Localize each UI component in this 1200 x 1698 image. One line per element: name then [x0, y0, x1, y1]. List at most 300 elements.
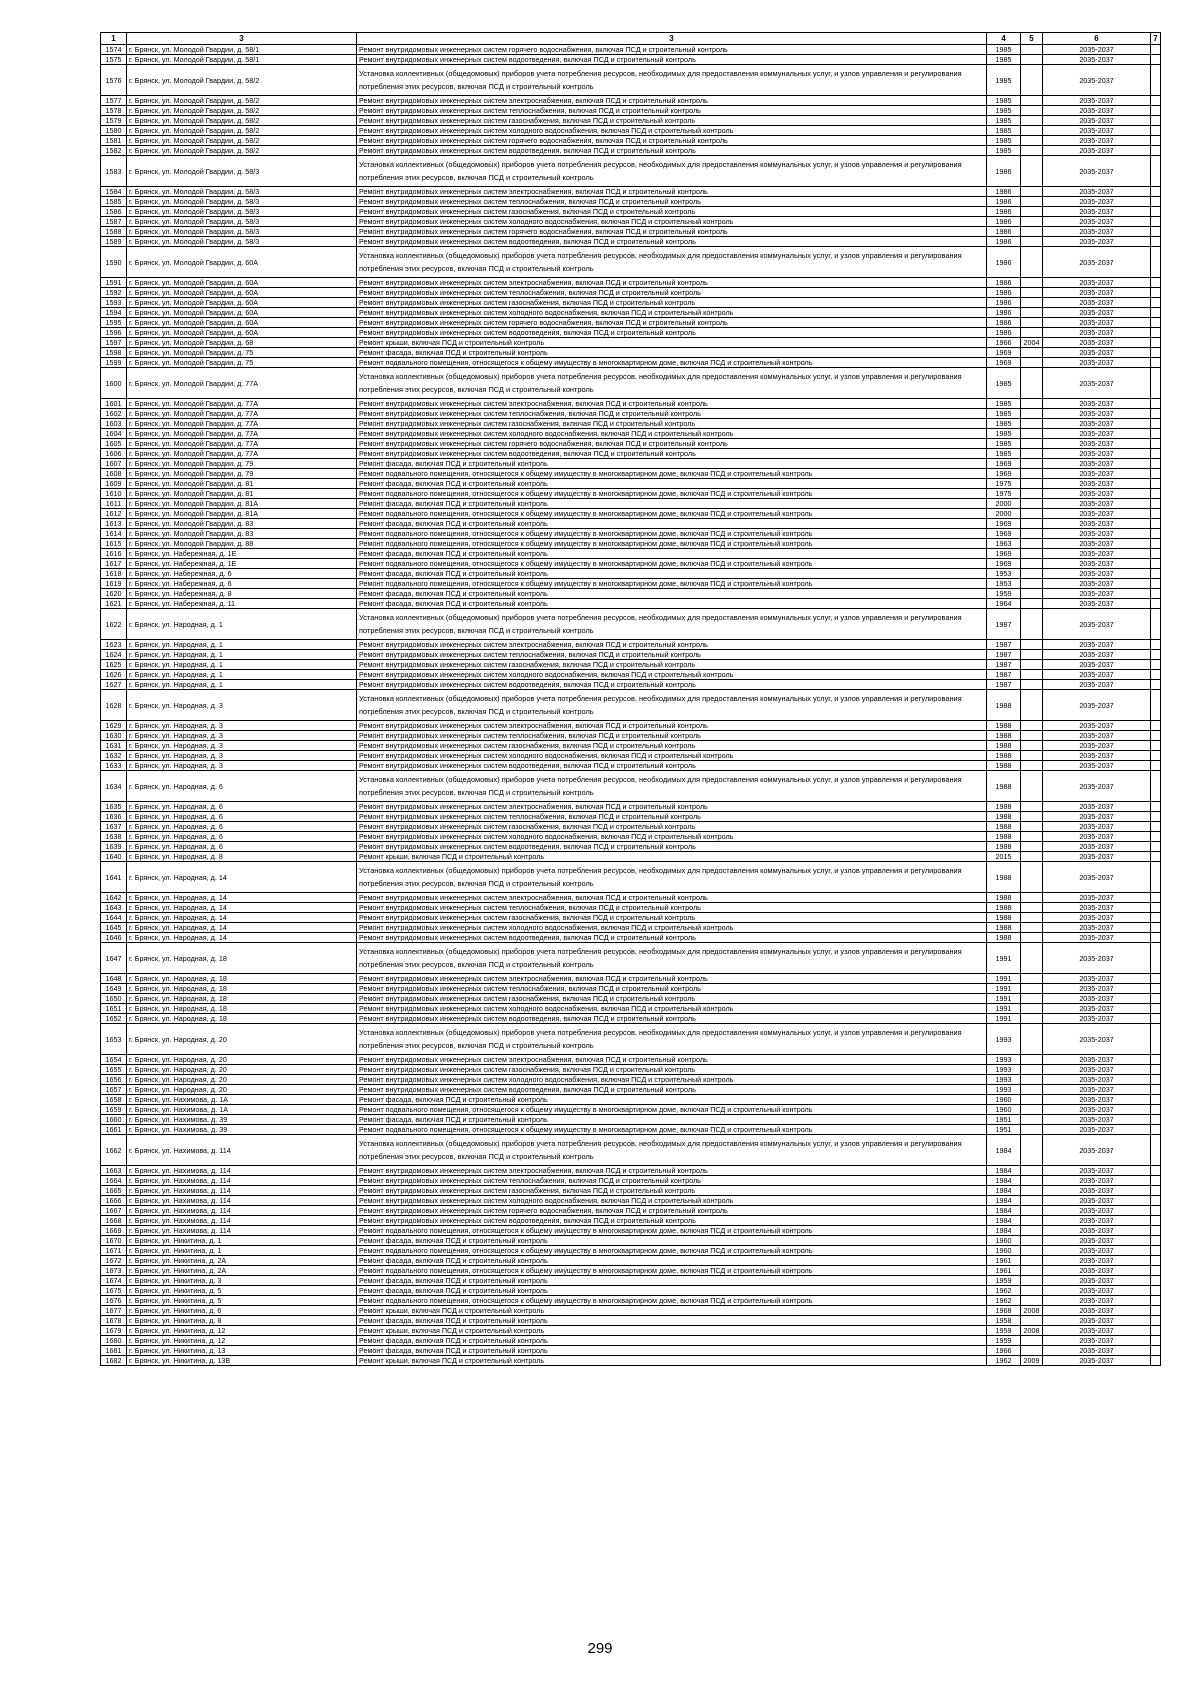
planned-period-cell: 2035-2037 [1043, 943, 1151, 974]
extra-cell [1151, 136, 1161, 146]
address-cell: г. Брянск, ул. Никитина, д. 6 [127, 1306, 357, 1316]
row-number-cell: 1576 [101, 65, 127, 96]
extra-cell [1151, 308, 1161, 318]
table-row [101, 1346, 1161, 1356]
address-cell: г. Брянск, ул. Молодой Гвардии, д. 77А [127, 419, 357, 429]
build-year-cell: 1953 [987, 579, 1021, 589]
work-type-cell: Ремонт фасада, включая ПСД и строительный контроль [357, 1336, 987, 1346]
last-repair-year-cell [1021, 509, 1043, 519]
address-cell: г. Брянск, ул. Молодой Гвардии, д. 58/1 [127, 45, 357, 55]
table-row [101, 893, 1161, 903]
extra-cell [1151, 509, 1161, 519]
planned-period-cell: 2035-2037 [1043, 994, 1151, 1004]
row-number-cell: 1642 [101, 893, 127, 903]
planned-period-cell: 2035-2037 [1043, 539, 1151, 549]
address-cell: г. Брянск, ул. Народная, д. 14 [127, 862, 357, 893]
planned-period-cell: 2035-2037 [1043, 469, 1151, 479]
last-repair-year-cell [1021, 1226, 1043, 1236]
extra-cell [1151, 731, 1161, 741]
address-cell: г. Брянск, ул. Никитина, д. 5 [127, 1286, 357, 1296]
build-year-cell: 1985 [987, 65, 1021, 96]
address-cell: г. Брянск, ул. Молодой Гвардии, д. 77А [127, 409, 357, 419]
build-year-cell: 1986 [987, 237, 1021, 247]
extra-cell [1151, 670, 1161, 680]
address-cell: г. Брянск, ул. Молодой Гвардии, д. 83 [127, 529, 357, 539]
planned-period-cell: 2035-2037 [1043, 1176, 1151, 1186]
planned-period-cell: 2035-2037 [1043, 1356, 1151, 1366]
build-year-cell: 1986 [987, 227, 1021, 237]
build-year-cell: 1961 [987, 1266, 1021, 1276]
table-row [101, 579, 1161, 589]
address-cell: г. Брянск, ул. Нахимова, д. 114 [127, 1196, 357, 1206]
work-type-cell: Ремонт внутридомовых инженерных систем газоснабжения, включая ПСД и строительный контроль [357, 207, 987, 217]
last-repair-year-cell [1021, 247, 1043, 278]
row-number-cell: 1631 [101, 741, 127, 751]
extra-cell [1151, 1306, 1161, 1316]
work-type-cell: Ремонт внутридомовых инженерных систем холодного водоснабжения, включая ПСД и строительный контроль [357, 1196, 987, 1206]
address-cell: г. Брянск, ул. Молодой Гвардии, д. 58/3 [127, 237, 357, 247]
table-row [101, 721, 1161, 731]
last-repair-year-cell [1021, 419, 1043, 429]
work-type-cell: Установка коллективных (общедомовых) приборов учета потребления ресурсов, необходимых для предоставления коммунальных услуг, и узлов управления и регулирования потребления этих ресурсов, включая ПСД и строительный контроль [357, 862, 987, 893]
row-number-cell: 1611 [101, 499, 127, 509]
column-header: 4 [987, 33, 1021, 45]
build-year-cell: 1985 [987, 55, 1021, 65]
build-year-cell: 1986 [987, 298, 1021, 308]
build-year-cell: 1985 [987, 106, 1021, 116]
table-row [101, 247, 1161, 278]
row-number-cell: 1588 [101, 227, 127, 237]
extra-cell [1151, 146, 1161, 156]
address-cell: г. Брянск, ул. Никитина, д. 1 [127, 1236, 357, 1246]
planned-period-cell: 2035-2037 [1043, 862, 1151, 893]
table-row [101, 207, 1161, 217]
address-cell: г. Брянск, ул. Молодой Гвардии, д. 79 [127, 469, 357, 479]
work-type-cell: Ремонт фасада, включая ПСД и строительный контроль [357, 549, 987, 559]
last-repair-year-cell [1021, 771, 1043, 802]
table-row [101, 1125, 1161, 1135]
address-cell: г. Брянск, ул. Молодой Гвардии, д. 60А [127, 278, 357, 288]
table-row [101, 136, 1161, 146]
table-row [101, 197, 1161, 207]
work-type-cell: Ремонт внутридомовых инженерных систем водоотведения, включая ПСД и строительный контроль [357, 933, 987, 943]
work-type-cell: Ремонт фасада, включая ПСД и строительный контроль [357, 1115, 987, 1125]
row-number-cell: 1595 [101, 318, 127, 328]
table-row [101, 479, 1161, 489]
build-year-cell: 1969 [987, 459, 1021, 469]
address-cell: г. Брянск, ул. Никитина, д. 13 [127, 1346, 357, 1356]
planned-period-cell: 2035-2037 [1043, 731, 1151, 741]
extra-cell [1151, 842, 1161, 852]
address-cell: г. Брянск, ул. Молодой Гвардии, д. 81А [127, 509, 357, 519]
row-number-cell: 1593 [101, 298, 127, 308]
row-number-cell: 1668 [101, 1216, 127, 1226]
row-number-cell: 1663 [101, 1166, 127, 1176]
extra-cell [1151, 589, 1161, 599]
planned-period-cell: 2035-2037 [1043, 1085, 1151, 1095]
address-cell: г. Брянск, ул. Никитина, д. 8 [127, 1316, 357, 1326]
row-number-cell: 1603 [101, 419, 127, 429]
build-year-cell: 1985 [987, 116, 1021, 126]
row-number-cell: 1629 [101, 721, 127, 731]
build-year-cell: 1968 [987, 1306, 1021, 1316]
last-repair-year-cell [1021, 1336, 1043, 1346]
work-type-cell: Ремонт фасада, включая ПСД и строительный контроль [357, 569, 987, 579]
table-row [101, 569, 1161, 579]
work-type-cell: Ремонт фасада, включая ПСД и строительный контроль [357, 1276, 987, 1286]
table-row [101, 599, 1161, 609]
last-repair-year-cell [1021, 298, 1043, 308]
column-header: 1 [101, 33, 127, 45]
planned-period-cell: 2035-2037 [1043, 1105, 1151, 1115]
extra-cell [1151, 519, 1161, 529]
last-repair-year-cell [1021, 45, 1043, 55]
last-repair-year-cell [1021, 862, 1043, 893]
extra-cell [1151, 1135, 1161, 1166]
build-year-cell: 1988 [987, 842, 1021, 852]
extra-cell [1151, 1316, 1161, 1326]
last-repair-year-cell [1021, 1105, 1043, 1115]
address-cell: г. Брянск, ул. Народная, д. 3 [127, 761, 357, 771]
table-row [101, 1246, 1161, 1256]
last-repair-year-cell [1021, 690, 1043, 721]
planned-period-cell: 2035-2037 [1043, 1095, 1151, 1105]
work-type-cell: Ремонт фасада, включая ПСД и строительный контроль [357, 1095, 987, 1105]
work-type-cell: Ремонт внутридомовых инженерных систем газоснабжения, включая ПСД и строительный контроль [357, 994, 987, 1004]
table-row [101, 126, 1161, 136]
work-type-cell: Ремонт внутридомовых инженерных систем электроснабжения, включая ПСД и строительный контроль [357, 640, 987, 650]
address-cell: г. Брянск, ул. Народная, д. 14 [127, 933, 357, 943]
last-repair-year-cell [1021, 1216, 1043, 1226]
row-number-cell: 1628 [101, 690, 127, 721]
last-repair-year-cell [1021, 984, 1043, 994]
build-year-cell: 1986 [987, 156, 1021, 187]
planned-period-cell: 2035-2037 [1043, 55, 1151, 65]
address-cell: г. Брянск, ул. Набережная, д. 6 [127, 579, 357, 589]
last-repair-year-cell [1021, 1085, 1043, 1095]
extra-cell [1151, 751, 1161, 761]
last-repair-year-cell [1021, 358, 1043, 368]
extra-cell [1151, 913, 1161, 923]
build-year-cell: 1988 [987, 812, 1021, 822]
build-year-cell: 1969 [987, 348, 1021, 358]
work-type-cell: Ремонт фасада, включая ПСД и строительный контроль [357, 1256, 987, 1266]
last-repair-year-cell [1021, 741, 1043, 751]
extra-cell [1151, 429, 1161, 439]
address-cell: г. Брянск, ул. Молодой Гвардии, д. 79 [127, 459, 357, 469]
address-cell: г. Брянск, ул. Молодой Гвардии, д. 81 [127, 479, 357, 489]
build-year-cell: 1986 [987, 308, 1021, 318]
address-cell: г. Брянск, ул. Народная, д. 14 [127, 893, 357, 903]
extra-cell [1151, 55, 1161, 65]
extra-cell [1151, 943, 1161, 974]
extra-cell [1151, 469, 1161, 479]
row-number-cell: 1580 [101, 126, 127, 136]
planned-period-cell: 2035-2037 [1043, 974, 1151, 984]
last-repair-year-cell [1021, 106, 1043, 116]
address-cell: г. Брянск, ул. Народная, д. 1 [127, 609, 357, 640]
work-type-cell: Ремонт подвального помещения, относящегося к общему имуществу в многоквартирном доме, включая ПСД и строительный контроль [357, 1296, 987, 1306]
address-cell: г. Брянск, ул. Молодой Гвардии, д. 60А [127, 298, 357, 308]
planned-period-cell: 2035-2037 [1043, 1186, 1151, 1196]
planned-period-cell: 2035-2037 [1043, 399, 1151, 409]
planned-period-cell: 2035-2037 [1043, 640, 1151, 650]
row-number-cell: 1678 [101, 1316, 127, 1326]
extra-cell [1151, 1296, 1161, 1306]
work-type-cell: Установка коллективных (общедомовых) приборов учета потребления ресурсов, необходимых для предоставления коммунальных услуг, и узлов управления и регулирования потребления этих ресурсов, включая ПСД и строительный контроль [357, 65, 987, 96]
address-cell: г. Брянск, ул. Молодой Гвардии, д. 58/2 [127, 146, 357, 156]
table-row [101, 761, 1161, 771]
address-cell: г. Брянск, ул. Молодой Гвардии, д. 58/3 [127, 217, 357, 227]
work-type-cell: Ремонт внутридомовых инженерных систем водоотведения, включая ПСД и строительный контроль [357, 1014, 987, 1024]
extra-cell [1151, 1336, 1161, 1346]
table-row [101, 237, 1161, 247]
row-number-cell: 1673 [101, 1266, 127, 1276]
row-number-cell: 1674 [101, 1276, 127, 1286]
table-row [101, 1216, 1161, 1226]
row-number-cell: 1676 [101, 1296, 127, 1306]
planned-period-cell: 2035-2037 [1043, 106, 1151, 116]
planned-period-cell: 2035-2037 [1043, 893, 1151, 903]
planned-period-cell: 2035-2037 [1043, 146, 1151, 156]
build-year-cell: 1993 [987, 1024, 1021, 1055]
extra-cell [1151, 187, 1161, 197]
planned-period-cell: 2035-2037 [1043, 136, 1151, 146]
table-row [101, 852, 1161, 862]
planned-period-cell: 2035-2037 [1043, 660, 1151, 670]
planned-period-cell: 2035-2037 [1043, 923, 1151, 933]
address-cell: г. Брянск, ул. Набережная, д. 11 [127, 599, 357, 609]
table-row [101, 1055, 1161, 1065]
extra-cell [1151, 1206, 1161, 1216]
address-cell: г. Брянск, ул. Молодой Гвардии, д. 58/3 [127, 197, 357, 207]
row-number-cell: 1657 [101, 1085, 127, 1095]
last-repair-year-cell [1021, 328, 1043, 338]
build-year-cell: 1987 [987, 650, 1021, 660]
row-number-cell: 1612 [101, 509, 127, 519]
address-cell: г. Брянск, ул. Народная, д. 3 [127, 690, 357, 721]
row-number-cell: 1649 [101, 984, 127, 994]
address-cell: г. Брянск, ул. Народная, д. 6 [127, 812, 357, 822]
extra-cell [1151, 974, 1161, 984]
build-year-cell: 1984 [987, 1166, 1021, 1176]
row-number-cell: 1662 [101, 1135, 127, 1166]
row-number-cell: 1658 [101, 1095, 127, 1105]
row-number-cell: 1652 [101, 1014, 127, 1024]
build-year-cell: 1988 [987, 893, 1021, 903]
row-number-cell: 1591 [101, 278, 127, 288]
row-number-cell: 1670 [101, 1236, 127, 1246]
address-cell: г. Брянск, ул. Народная, д. 14 [127, 903, 357, 913]
extra-cell [1151, 1356, 1161, 1366]
planned-period-cell: 2035-2037 [1043, 1196, 1151, 1206]
work-type-cell: Ремонт крыши, включая ПСД и строительный контроль [357, 1306, 987, 1316]
last-repair-year-cell [1021, 1296, 1043, 1306]
last-repair-year-cell [1021, 974, 1043, 984]
row-number-cell: 1586 [101, 207, 127, 217]
table-row [101, 549, 1161, 559]
extra-cell [1151, 690, 1161, 721]
row-number-cell: 1574 [101, 45, 127, 55]
planned-period-cell: 2035-2037 [1043, 680, 1151, 690]
extra-cell [1151, 1326, 1161, 1336]
extra-cell [1151, 358, 1161, 368]
address-cell: г. Брянск, ул. Народная, д. 14 [127, 923, 357, 933]
work-type-cell: Ремонт подвального помещения, относящегося к общему имуществу в многоквартирном доме, включая ПСД и строительный контроль [357, 529, 987, 539]
extra-cell [1151, 1075, 1161, 1085]
work-type-cell: Ремонт внутридомовых инженерных систем электроснабжения, включая ПСД и строительный контроль [357, 974, 987, 984]
work-type-cell: Ремонт фасада, включая ПСД и строительный контроль [357, 1316, 987, 1326]
work-type-cell: Ремонт внутридомовых инженерных систем газоснабжения, включая ПСД и строительный контроль [357, 822, 987, 832]
row-number-cell: 1598 [101, 348, 127, 358]
row-number-cell: 1669 [101, 1226, 127, 1236]
work-type-cell: Ремонт фасада, включая ПСД и строительный контроль [357, 589, 987, 599]
row-number-cell: 1625 [101, 660, 127, 670]
build-year-cell: 1987 [987, 640, 1021, 650]
table-row [101, 409, 1161, 419]
build-year-cell: 1966 [987, 1346, 1021, 1356]
build-year-cell: 1985 [987, 45, 1021, 55]
work-type-cell: Ремонт подвального помещения, относящегося к общему имуществу в многоквартирном доме, включая ПСД и строительный контроль [357, 579, 987, 589]
table-row [101, 1095, 1161, 1105]
planned-period-cell: 2035-2037 [1043, 278, 1151, 288]
extra-cell [1151, 449, 1161, 459]
last-repair-year-cell [1021, 609, 1043, 640]
planned-period-cell: 2035-2037 [1043, 1135, 1151, 1166]
address-cell: г. Брянск, ул. Молодой Гвардии, д. 83 [127, 519, 357, 529]
planned-period-cell: 2035-2037 [1043, 449, 1151, 459]
planned-period-cell: 2035-2037 [1043, 439, 1151, 449]
planned-period-cell: 2035-2037 [1043, 549, 1151, 559]
last-repair-year-cell [1021, 721, 1043, 731]
table-row [101, 1326, 1161, 1336]
work-type-cell: Ремонт внутридомовых инженерных систем водоотведения, включая ПСД и строительный контроль [357, 55, 987, 65]
row-number-cell: 1635 [101, 802, 127, 812]
row-number-cell: 1592 [101, 288, 127, 298]
build-year-cell: 1985 [987, 449, 1021, 459]
planned-period-cell: 2035-2037 [1043, 984, 1151, 994]
table-row [101, 519, 1161, 529]
build-year-cell: 2000 [987, 499, 1021, 509]
row-number-cell: 1614 [101, 529, 127, 539]
last-repair-year-cell [1021, 55, 1043, 65]
table-row [101, 298, 1161, 308]
address-cell: г. Брянск, ул. Молодой Гвардии, д. 58/2 [127, 116, 357, 126]
last-repair-year-cell [1021, 278, 1043, 288]
work-type-cell: Установка коллективных (общедомовых) приборов учета потребления ресурсов, необходимых для предоставления коммунальных услуг, и узлов управления и регулирования потребления этих ресурсов, включая ПСД и строительный контроль [357, 609, 987, 640]
extra-cell [1151, 479, 1161, 489]
table-row [101, 308, 1161, 318]
table-row [101, 368, 1161, 399]
row-number-cell: 1646 [101, 933, 127, 943]
extra-cell [1151, 1065, 1161, 1075]
address-cell: г. Брянск, ул. Народная, д. 6 [127, 771, 357, 802]
last-repair-year-cell [1021, 1186, 1043, 1196]
planned-period-cell: 2035-2037 [1043, 197, 1151, 207]
extra-cell [1151, 539, 1161, 549]
last-repair-year-cell [1021, 1256, 1043, 1266]
last-repair-year-cell [1021, 146, 1043, 156]
work-type-cell: Ремонт внутридомовых инженерных систем электроснабжения, включая ПСД и строительный контроль [357, 721, 987, 731]
last-repair-year-cell [1021, 136, 1043, 146]
build-year-cell: 1959 [987, 1276, 1021, 1286]
planned-period-cell: 2035-2037 [1043, 609, 1151, 640]
extra-cell [1151, 96, 1161, 106]
last-repair-year-cell [1021, 459, 1043, 469]
row-number-cell: 1624 [101, 650, 127, 660]
planned-period-cell: 2035-2037 [1043, 1236, 1151, 1246]
last-repair-year-cell [1021, 943, 1043, 974]
work-type-cell: Ремонт внутридомовых инженерных систем теплоснабжения, включая ПСД и строительный контроль [357, 106, 987, 116]
work-type-cell: Ремонт внутридомовых инженерных систем теплоснабжения, включая ПСД и строительный контроль [357, 731, 987, 741]
table-row [101, 1256, 1161, 1266]
repair-register-table [100, 32, 1161, 1366]
extra-cell [1151, 1166, 1161, 1176]
planned-period-cell: 2035-2037 [1043, 1125, 1151, 1135]
work-type-cell: Ремонт подвального помещения, относящегося к общему имуществу в многоквартирном доме, включая ПСД и строительный контроль [357, 509, 987, 519]
address-cell: г. Брянск, ул. Народная, д. 3 [127, 741, 357, 751]
work-type-cell: Установка коллективных (общедомовых) приборов учета потребления ресурсов, необходимых для предоставления коммунальных услуг, и узлов управления и регулирования потребления этих ресурсов, включая ПСД и строительный контроль [357, 247, 987, 278]
planned-period-cell: 2035-2037 [1043, 741, 1151, 751]
build-year-cell: 1988 [987, 731, 1021, 741]
planned-period-cell: 2035-2037 [1043, 429, 1151, 439]
address-cell: г. Брянск, ул. Молодой Гвардии, д. 75 [127, 348, 357, 358]
row-number-cell: 1596 [101, 328, 127, 338]
extra-cell [1151, 1176, 1161, 1186]
table-row [101, 439, 1161, 449]
build-year-cell: 1962 [987, 1356, 1021, 1366]
last-repair-year-cell [1021, 761, 1043, 771]
address-cell: г. Брянск, ул. Молодой Гвардии, д. 77А [127, 368, 357, 399]
address-cell: г. Брянск, ул. Нахимова, д. 114 [127, 1176, 357, 1186]
planned-period-cell: 2035-2037 [1043, 812, 1151, 822]
row-number-cell: 1613 [101, 519, 127, 529]
build-year-cell: 1991 [987, 1004, 1021, 1014]
table-row [101, 278, 1161, 288]
table-row [101, 328, 1161, 338]
row-number-cell: 1622 [101, 609, 127, 640]
work-type-cell: Ремонт внутридомовых инженерных систем холодного водоснабжения, включая ПСД и строительный контроль [357, 308, 987, 318]
row-number-cell: 1656 [101, 1075, 127, 1085]
extra-cell [1151, 609, 1161, 640]
address-cell: г. Брянск, ул. Молодой Гвардии, д. 58/3 [127, 227, 357, 237]
table-row [101, 1135, 1161, 1166]
planned-period-cell: 2035-2037 [1043, 509, 1151, 519]
row-number-cell: 1609 [101, 479, 127, 489]
last-repair-year-cell [1021, 479, 1043, 489]
extra-cell [1151, 227, 1161, 237]
work-type-cell: Ремонт внутридомовых инженерных систем горячего водоснабжения, включая ПСД и строительный контроль [357, 318, 987, 328]
planned-period-cell: 2035-2037 [1043, 156, 1151, 187]
table-row [101, 1014, 1161, 1024]
build-year-cell: 2000 [987, 509, 1021, 519]
table-row [101, 499, 1161, 509]
table-row [101, 690, 1161, 721]
extra-cell [1151, 1216, 1161, 1226]
build-year-cell: 1961 [987, 1256, 1021, 1266]
planned-period-cell: 2035-2037 [1043, 419, 1151, 429]
build-year-cell: 1993 [987, 1055, 1021, 1065]
last-repair-year-cell [1021, 439, 1043, 449]
row-number-cell: 1655 [101, 1065, 127, 1075]
extra-cell [1151, 529, 1161, 539]
work-type-cell: Ремонт фасада, включая ПСД и строительный контроль [357, 499, 987, 509]
row-number-cell: 1633 [101, 761, 127, 771]
work-type-cell: Ремонт внутридомовых инженерных систем газоснабжения, включая ПСД и строительный контроль [357, 660, 987, 670]
planned-period-cell: 2035-2037 [1043, 529, 1151, 539]
extra-cell [1151, 599, 1161, 609]
extra-cell [1151, 106, 1161, 116]
